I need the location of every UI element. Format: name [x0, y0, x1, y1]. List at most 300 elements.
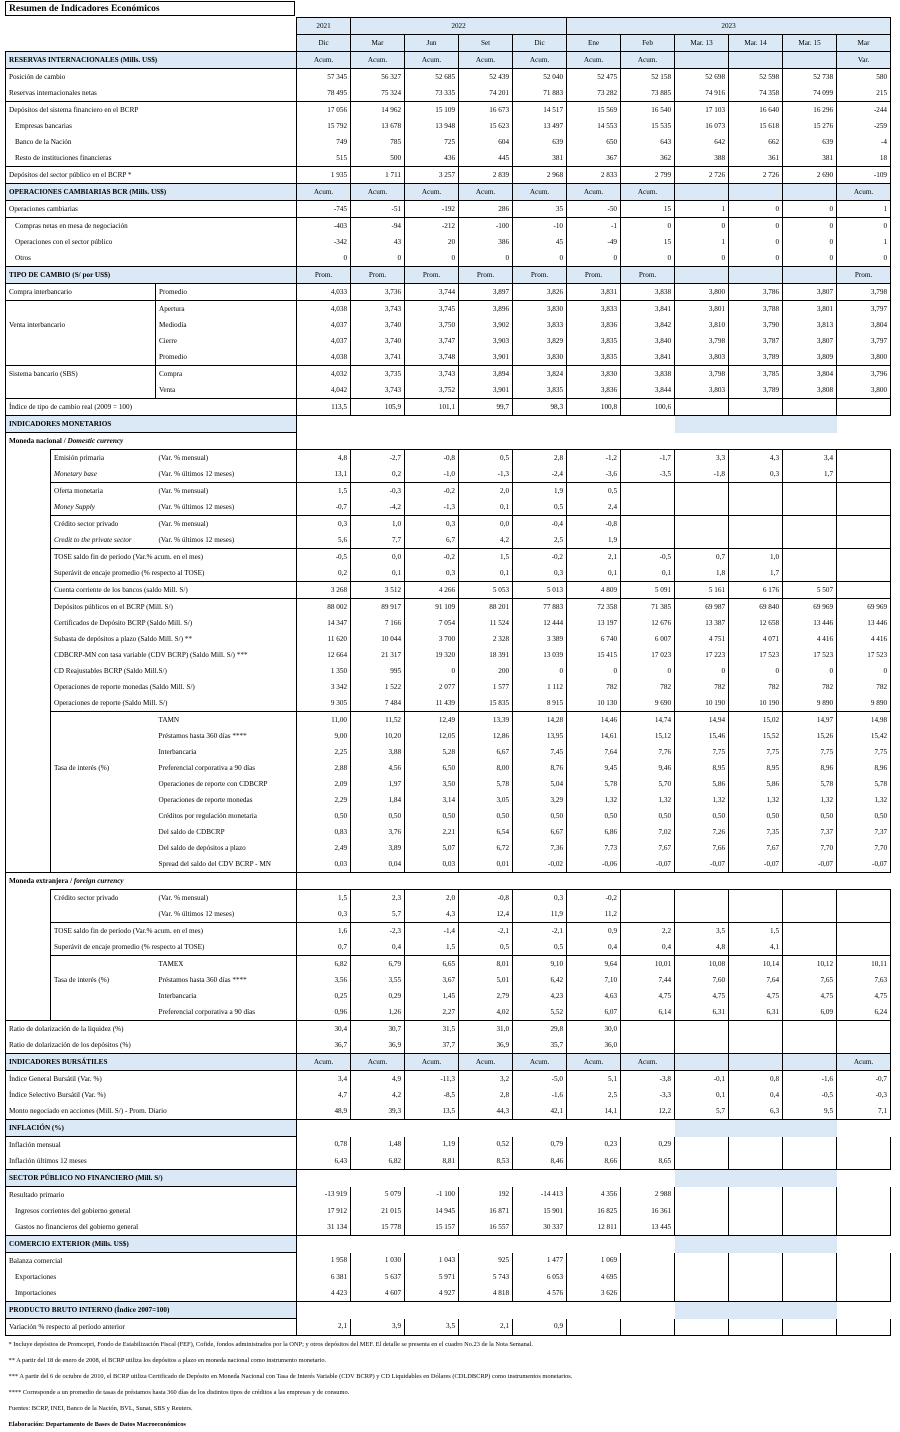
value-cell: 17 103: [675, 102, 729, 119]
value-cell: 0: [621, 250, 675, 267]
value-cell: 3 268: [297, 582, 351, 599]
row-qualifier: (Var. % mensual): [156, 483, 297, 500]
section-unit: Acum.: [837, 184, 891, 201]
value-cell: 3,840: [621, 333, 675, 349]
row-qualifier: (Var. % últimos 12 meses): [156, 906, 297, 923]
value-cell: 31 134: [297, 1219, 351, 1236]
section-unit: [513, 1236, 567, 1253]
indent-cell: [6, 776, 51, 792]
value-cell: 15 792: [297, 118, 351, 134]
table-row: [6, 615, 891, 631]
value-cell: 0: [729, 234, 783, 250]
value-cell: 0,50: [405, 808, 459, 824]
value-cell: 0,96: [297, 1004, 351, 1021]
value-cell: 0,3: [297, 516, 351, 533]
value-cell: 4,3: [405, 906, 459, 923]
value-cell: 89 917: [351, 599, 405, 616]
value-cell: 15 835: [459, 695, 513, 712]
subsection-name: Moneda nacional /: [9, 436, 68, 445]
value-cell: 4 818: [459, 1285, 513, 1302]
table-row: [6, 466, 891, 483]
value-cell: 3,55: [351, 972, 405, 988]
row-label: Índice Selectivo Bursátil (Var. %): [6, 1087, 297, 1103]
value-cell: [837, 1285, 891, 1302]
value-cell: -1,0: [405, 466, 459, 483]
value-cell: -1,8: [675, 466, 729, 483]
section-unit: Prom.: [459, 267, 513, 284]
value-cell: 0,3: [513, 565, 567, 582]
value-cell: [783, 1203, 837, 1219]
value-cell: [783, 906, 837, 923]
value-cell: [675, 890, 729, 907]
value-cell: 3,835: [513, 382, 567, 399]
value-cell: 1,7: [729, 565, 783, 582]
value-cell: 10,14: [729, 956, 783, 973]
value-cell: 2,1: [297, 1319, 351, 1336]
value-cell: 0,3: [729, 466, 783, 483]
value-cell: [783, 399, 837, 416]
value-cell: [729, 1187, 783, 1204]
year-header: 2023: [567, 18, 891, 35]
section-header-row: [6, 1170, 891, 1187]
row-qualifier: Venta: [156, 382, 297, 399]
value-cell: -8,5: [405, 1087, 459, 1103]
value-cell: -0,3: [351, 483, 405, 500]
value-cell: [621, 873, 675, 890]
section-unit: [297, 1170, 351, 1187]
table-row: [6, 250, 891, 267]
value-cell: [621, 433, 675, 450]
value-cell: 3 257: [405, 167, 459, 184]
value-cell: 9,64: [567, 956, 621, 973]
value-cell: 5 507: [783, 582, 837, 599]
value-cell: 7,45: [513, 744, 567, 760]
value-cell: [675, 483, 729, 500]
value-cell: 15 415: [567, 647, 621, 663]
table-row: [6, 1285, 891, 1302]
section-unit: Acum.: [567, 1054, 621, 1071]
subsection-name: Moneda extranjera /: [9, 876, 74, 885]
value-cell: -51: [351, 201, 405, 218]
value-cell: 6,31: [675, 1004, 729, 1021]
table-row: [6, 102, 891, 119]
footnote: **** Corresponde a un promedio de tasas de préstamos hasta 360 días de los distintos tipos de créditos a las empresas y de consumo.: [8, 1388, 350, 1396]
section-unit: [837, 1302, 891, 1319]
indent-cell: [6, 972, 51, 988]
section-unit: Acum.: [351, 1054, 405, 1071]
row-label: Gastos no financieros del gobierno general: [6, 1219, 297, 1236]
section-unit: Acum.: [837, 1054, 891, 1071]
value-cell: 3,4: [297, 1071, 351, 1088]
value-cell: [513, 433, 567, 450]
value-cell: [783, 1319, 837, 1336]
value-cell: 0: [513, 663, 567, 679]
value-cell: 6,31: [729, 1004, 783, 1021]
value-cell: 16 073: [675, 118, 729, 134]
value-cell: 14 945: [405, 1203, 459, 1219]
value-cell: 3,29: [513, 792, 567, 808]
table-row: [6, 906, 891, 923]
section-unit: Prom.: [837, 267, 891, 284]
value-cell: 2,09: [297, 776, 351, 792]
value-cell: 73 885: [621, 85, 675, 102]
footnote: *** A partir del 6 de octubre de 2010, el BCRP utiliza Certificado de Depósito en Moneda Nacional con Tasa de Interés Variable (CDV BCRP) y CD Liquidables en Dólares (CDLDBCRP) como instrumentos monetarios.: [8, 1372, 573, 1380]
value-cell: 2,3: [351, 890, 405, 907]
value-cell: 13 678: [351, 118, 405, 134]
value-cell: 0,5: [513, 499, 567, 516]
value-cell: 5,86: [729, 776, 783, 792]
indent-cell: [6, 599, 51, 616]
section-label: TIPO DE CAMBIO (S/ por US$): [6, 267, 297, 284]
value-cell: 1 935: [297, 167, 351, 184]
value-cell: 1,5: [729, 923, 783, 940]
value-cell: 13 197: [567, 615, 621, 631]
value-cell: [675, 399, 729, 416]
value-cell: 7,75: [729, 744, 783, 760]
value-cell: 4,75: [783, 988, 837, 1004]
value-cell: 11 524: [459, 615, 513, 631]
value-cell: 6,79: [351, 956, 405, 973]
value-cell: 0: [675, 218, 729, 235]
value-cell: 3,809: [783, 349, 837, 366]
indent-cell: [6, 631, 51, 647]
section-unit: [567, 1120, 621, 1137]
section-unit: [297, 416, 351, 433]
indent-cell: [6, 744, 51, 760]
value-cell: 0,1: [567, 565, 621, 582]
value-cell: 0,50: [837, 808, 891, 824]
value-cell: [729, 532, 783, 549]
value-cell: [837, 483, 891, 500]
value-cell: 7,37: [783, 824, 837, 840]
value-cell: [513, 873, 567, 890]
value-cell: 15 623: [459, 118, 513, 134]
value-cell: 15 157: [405, 1219, 459, 1236]
period-header: Jun: [405, 35, 459, 52]
value-cell: 3,800: [837, 349, 891, 366]
value-cell: 3,903: [459, 333, 513, 349]
value-cell: 9 690: [621, 695, 675, 712]
row-label: Superávit de encaje promedio (% respecto al TOSE): [51, 939, 297, 956]
value-cell: 19 320: [405, 647, 459, 663]
value-cell: 7,7: [351, 532, 405, 549]
row-label: Inflación últimos 12 meses: [6, 1153, 297, 1170]
indent-cell: [6, 728, 51, 744]
indent-cell: [6, 483, 51, 500]
value-cell: 6,67: [459, 744, 513, 760]
section-unit: Acum.: [513, 52, 567, 69]
value-cell: -4,2: [351, 499, 405, 516]
value-cell: 7,64: [729, 972, 783, 988]
value-cell: 91 109: [405, 599, 459, 616]
value-cell: 43: [351, 234, 405, 250]
value-cell: 1,9: [513, 483, 567, 500]
value-cell: 31,5: [405, 1021, 459, 1038]
value-cell: 17 223: [675, 647, 729, 663]
value-cell: 1 069: [567, 1253, 621, 1270]
value-cell: 381: [513, 150, 567, 167]
value-cell: 5,7: [675, 1103, 729, 1120]
value-cell: 0,03: [297, 856, 351, 873]
value-cell: 8,95: [729, 760, 783, 776]
value-cell: 52 439: [459, 69, 513, 86]
value-cell: 11,2: [567, 906, 621, 923]
row-qualifier: Interbancaria: [156, 988, 297, 1004]
value-cell: 1: [837, 234, 891, 250]
row-label: Importaciones: [6, 1285, 297, 1302]
period-header: Set: [459, 35, 513, 52]
value-cell: [783, 516, 837, 533]
value-cell: 6,42: [513, 972, 567, 988]
value-cell: [675, 532, 729, 549]
value-cell: 1,0: [729, 549, 783, 566]
value-cell: [675, 1187, 729, 1204]
value-cell: 2,49: [297, 840, 351, 856]
row-qualifier: TAMEX: [156, 956, 297, 973]
period-header: Dic: [513, 35, 567, 52]
value-cell: 639: [513, 134, 567, 150]
value-cell: 1,8: [675, 565, 729, 582]
indent-cell: [6, 840, 51, 856]
value-cell: 7,1: [837, 1103, 891, 1120]
section-unit: [567, 1302, 621, 1319]
row-label: [51, 856, 156, 873]
row-label: Índice General Bursátil (Var. %): [6, 1071, 297, 1088]
value-cell: 29,8: [513, 1021, 567, 1038]
value-cell: 782: [621, 679, 675, 695]
value-cell: [729, 1203, 783, 1219]
value-cell: 4 416: [837, 631, 891, 647]
value-cell: 1 112: [513, 679, 567, 695]
section-unit: [513, 416, 567, 433]
value-cell: 0: [621, 218, 675, 235]
value-cell: 3,740: [351, 317, 405, 333]
value-cell: 7,64: [567, 744, 621, 760]
section-unit: [351, 416, 405, 433]
row-label: [51, 840, 156, 856]
section-unit: [513, 1170, 567, 1187]
row-qualifier: Operaciones de reporte con CDBCRP: [156, 776, 297, 792]
value-cell: 4,23: [513, 988, 567, 1004]
table-row: [6, 631, 891, 647]
value-cell: 3 626: [567, 1285, 621, 1302]
value-cell: [783, 549, 837, 566]
table-row: [6, 663, 891, 679]
row-label: Índice de tipo de cambio real (2009 = 100): [6, 399, 297, 416]
value-cell: [729, 499, 783, 516]
section-header-row: [6, 52, 891, 69]
value-cell: 7,37: [837, 824, 891, 840]
section-unit: [729, 1236, 783, 1253]
value-cell: 0,5: [513, 939, 567, 956]
section-header-row: [6, 267, 891, 284]
value-cell: 7,75: [675, 744, 729, 760]
value-cell: -3,3: [621, 1087, 675, 1103]
value-cell: -11,3: [405, 1071, 459, 1088]
section-unit: [621, 1302, 675, 1319]
value-cell: 8 915: [513, 695, 567, 712]
value-cell: [783, 1187, 837, 1204]
table-row: [6, 532, 891, 549]
table-row: [6, 824, 891, 840]
value-cell: -342: [297, 234, 351, 250]
value-cell: 13,95: [513, 728, 567, 744]
value-cell: 3,830: [513, 349, 567, 366]
value-cell: 0: [783, 250, 837, 267]
table-row: [6, 712, 891, 729]
section-label: RESERVAS INTERNACIONALES (Mills. US$): [6, 52, 297, 69]
period-header: Mar. 13: [675, 35, 729, 52]
value-cell: 782: [675, 679, 729, 695]
row-label: Operaciones de reporte monedas (Saldo Mill. S/): [51, 679, 297, 695]
section-unit: Prom.: [621, 267, 675, 284]
value-cell: -4: [837, 134, 891, 150]
table-row: [6, 284, 891, 301]
value-cell: 30 337: [513, 1219, 567, 1236]
value-cell: 39,3: [351, 1103, 405, 1120]
value-cell: -0,1: [675, 1071, 729, 1088]
value-cell: 3,833: [567, 301, 621, 318]
value-cell: 14 517: [513, 102, 567, 119]
table-row: [6, 234, 891, 250]
section-unit: [405, 1236, 459, 1253]
value-cell: 88 002: [297, 599, 351, 616]
value-cell: [675, 1037, 729, 1054]
value-cell: 1,5: [297, 890, 351, 907]
value-cell: 100,8: [567, 399, 621, 416]
value-cell: 2 988: [621, 1187, 675, 1204]
section-unit: [621, 1236, 675, 1253]
section-unit: Acum.: [621, 184, 675, 201]
row-qualifier: Promedio: [156, 284, 297, 301]
value-cell: 0: [729, 250, 783, 267]
indent-cell: [6, 1004, 51, 1021]
value-cell: 5 013: [513, 582, 567, 599]
table-row: [6, 776, 891, 792]
row-label: [51, 906, 156, 923]
section-unit: Acum.: [405, 52, 459, 69]
value-cell: 15,12: [621, 728, 675, 744]
value-cell: 45: [513, 234, 567, 250]
value-cell: 2 839: [459, 167, 513, 184]
row-label: [51, 728, 156, 744]
value-cell: 0: [675, 663, 729, 679]
row-qualifier: Cierre: [156, 333, 297, 349]
footnote-row: [6, 1368, 891, 1384]
table-row: [6, 972, 891, 988]
value-cell: 5,04: [513, 776, 567, 792]
value-cell: -10: [513, 218, 567, 235]
value-cell: 7,60: [675, 972, 729, 988]
value-cell: 3,796: [837, 366, 891, 383]
section-unit: [459, 1236, 513, 1253]
value-cell: 6,72: [459, 840, 513, 856]
value-cell: 3,740: [351, 333, 405, 349]
value-cell: 3,800: [675, 284, 729, 301]
row-label: Oferta monetaria: [51, 483, 156, 500]
value-cell: 0: [729, 218, 783, 235]
value-cell: [675, 906, 729, 923]
value-cell: 0,7: [675, 549, 729, 566]
value-cell: 3,836: [567, 382, 621, 399]
value-cell: [567, 1319, 621, 1336]
value-cell: 1,84: [351, 792, 405, 808]
value-cell: 4 751: [675, 631, 729, 647]
value-cell: 0: [513, 250, 567, 267]
value-cell: 37,7: [405, 1037, 459, 1054]
value-cell: [675, 1319, 729, 1336]
indent-cell: [6, 466, 51, 483]
table-row: [6, 856, 891, 873]
value-cell: -1,6: [783, 1071, 837, 1088]
value-cell: 650: [567, 134, 621, 150]
value-cell: 1,7: [783, 466, 837, 483]
value-cell: [459, 873, 513, 890]
value-cell: 6,54: [459, 824, 513, 840]
value-cell: 3,748: [405, 349, 459, 366]
value-cell: [783, 1269, 837, 1285]
value-cell: 4 423: [297, 1285, 351, 1302]
row-label: Money Supply: [51, 499, 156, 516]
value-cell: -212: [405, 218, 459, 235]
value-cell: 0,29: [621, 1137, 675, 1154]
table-row: [6, 1253, 891, 1270]
value-cell: 31,0: [459, 1021, 513, 1038]
value-cell: 17 523: [837, 647, 891, 663]
value-cell: 3,901: [459, 382, 513, 399]
value-cell: -0,5: [621, 549, 675, 566]
value-cell: 3,744: [405, 284, 459, 301]
value-cell: 445: [459, 150, 513, 167]
value-cell: 13 387: [675, 615, 729, 631]
value-cell: 3,826: [513, 284, 567, 301]
row-label: [51, 956, 156, 973]
table-row: [6, 1021, 891, 1038]
value-cell: 0: [783, 663, 837, 679]
section-label: COMERCIO EXTERIOR (Mills. US$): [6, 1236, 297, 1253]
footnote-row: [6, 1416, 891, 1432]
section-unit: [351, 1302, 405, 1319]
value-cell: 0,50: [351, 808, 405, 824]
value-cell: -1,3: [459, 466, 513, 483]
value-cell: 10,08: [675, 956, 729, 973]
row-label: Operaciones de reporte (Saldo Mill. S/): [51, 695, 297, 712]
table-row: [6, 1004, 891, 1021]
value-cell: 662: [729, 134, 783, 150]
value-cell: 4,75: [675, 988, 729, 1004]
value-cell: [783, 939, 837, 956]
section-unit: Prom.: [567, 267, 621, 284]
table-row: [6, 317, 891, 333]
value-cell: 725: [405, 134, 459, 150]
value-cell: 13 948: [405, 118, 459, 134]
section-unit: [729, 1302, 783, 1319]
value-cell: 2,5: [567, 1087, 621, 1103]
value-cell: 361: [729, 150, 783, 167]
table-row: [6, 399, 891, 416]
row-label: [51, 776, 156, 792]
value-cell: 15 618: [729, 118, 783, 134]
indent-cell: [6, 565, 51, 582]
value-cell: 388: [675, 150, 729, 167]
value-cell: 0: [837, 663, 891, 679]
value-cell: 3,902: [459, 317, 513, 333]
value-cell: 0,04: [351, 856, 405, 873]
subsection-name-en: Domestic currency: [67, 436, 124, 445]
value-cell: 4,7: [297, 1087, 351, 1103]
value-cell: -1 100: [405, 1187, 459, 1204]
value-cell: 7 484: [351, 695, 405, 712]
